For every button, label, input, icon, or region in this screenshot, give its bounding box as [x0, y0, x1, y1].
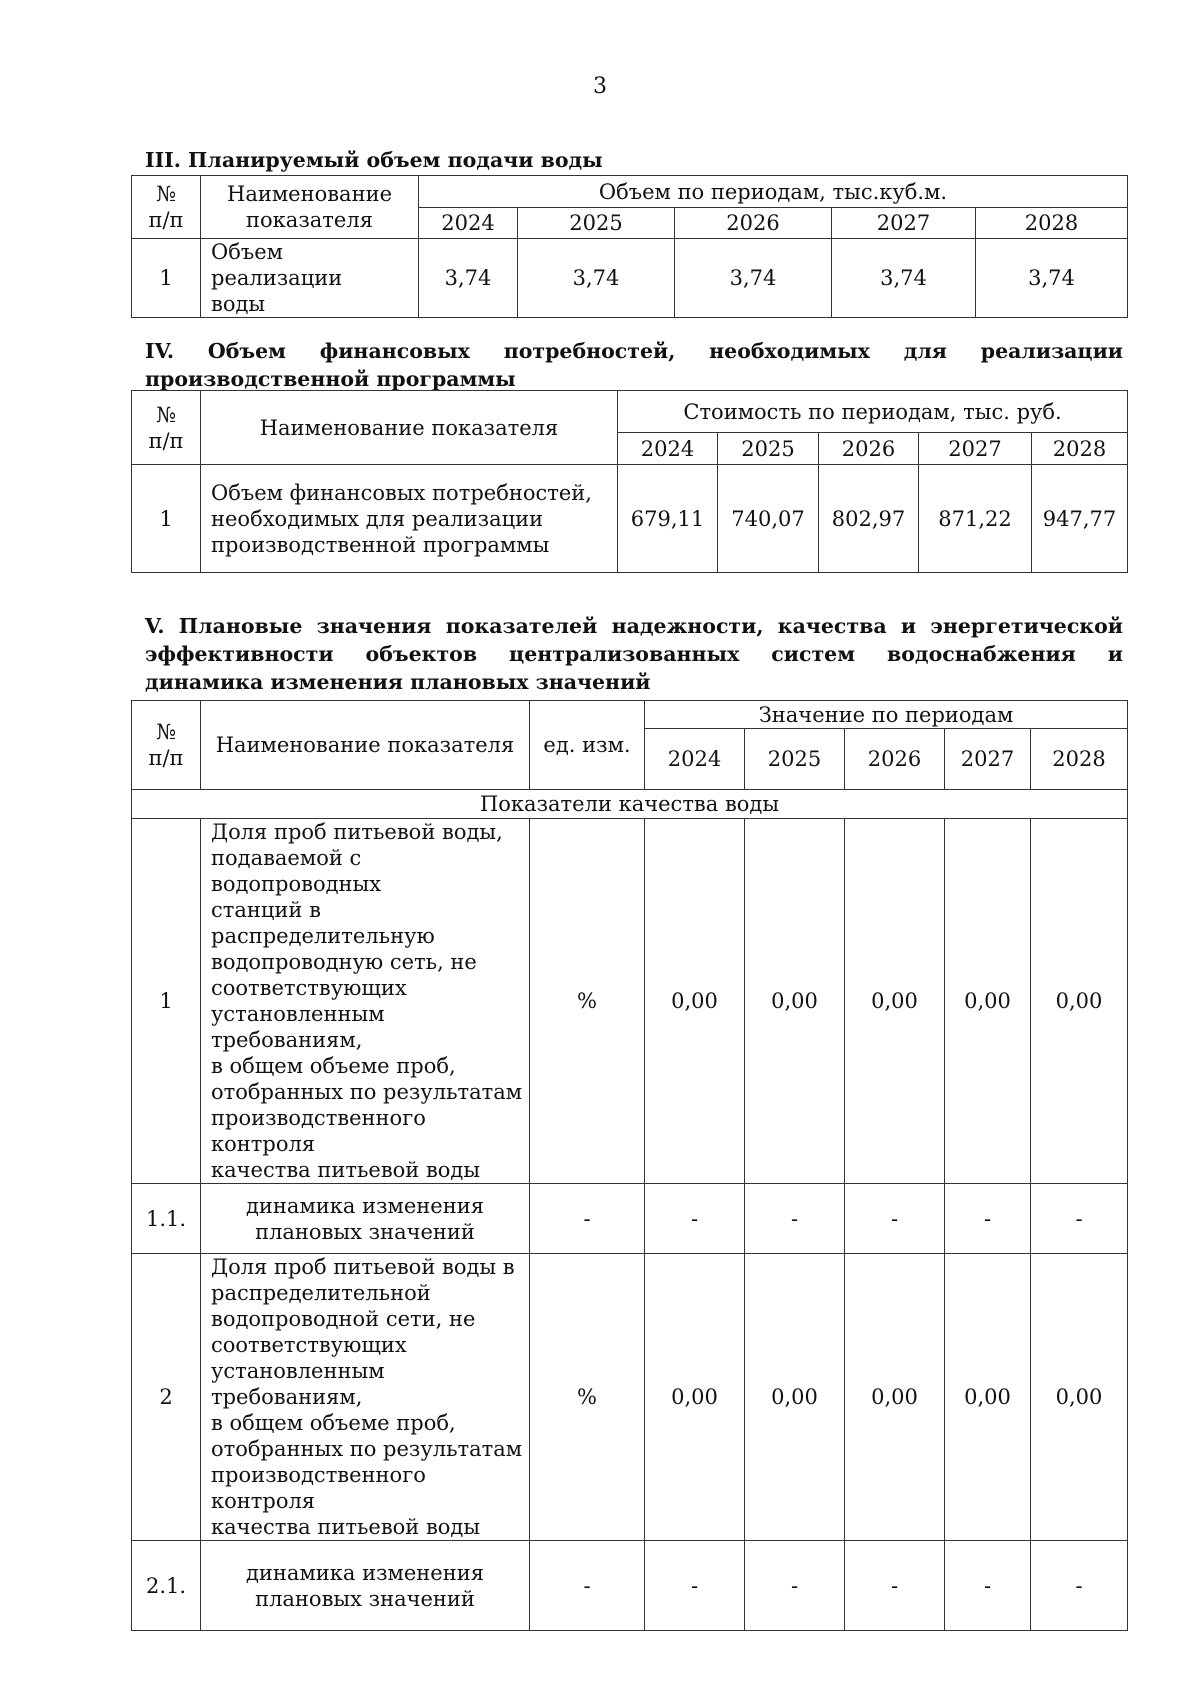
cell-value: -	[945, 1184, 1031, 1254]
row-number: 1	[132, 239, 201, 318]
cell-value: -	[745, 1184, 845, 1254]
row-number: 1	[132, 819, 201, 1184]
row-unit: %	[530, 1254, 645, 1541]
cell-value: 3,74	[976, 239, 1128, 318]
row-number: 2.1.	[132, 1541, 201, 1631]
row-indicator-name: динамика изменения плановых значений	[201, 1184, 530, 1254]
table-row	[132, 239, 1128, 318]
cell-value: -	[945, 1541, 1031, 1631]
column-header-number: № п/п	[132, 701, 201, 790]
year-header: 2027	[832, 208, 976, 239]
table-header-row	[132, 391, 1128, 433]
cell-value: 0,00	[845, 1254, 945, 1541]
row-unit: %	[530, 819, 645, 1184]
cell-value: -	[645, 1184, 745, 1254]
water-supply-table	[131, 175, 1128, 318]
cell-value: 3,74	[518, 239, 675, 318]
year-header: 2028	[1032, 433, 1128, 465]
table-row	[132, 1254, 1128, 1541]
cell-value: 3,74	[675, 239, 832, 318]
section-3-title: III. Планируемый объем подачи воды	[145, 148, 603, 172]
cell-value: 3,74	[832, 239, 976, 318]
table-row	[132, 465, 1128, 573]
row-number: 1	[132, 465, 201, 573]
subsection-title: Показатели качества воды	[132, 790, 1128, 819]
subsection-row	[132, 790, 1128, 819]
cell-value: 0,00	[645, 1254, 745, 1541]
year-header: 2025	[518, 208, 675, 239]
cell-value: -	[1031, 1541, 1128, 1631]
cell-value: 0,00	[945, 1254, 1031, 1541]
row-indicator-name: Объем реализации воды	[201, 239, 419, 318]
year-header: 2024	[645, 729, 745, 790]
cell-value: 679,11	[618, 465, 718, 573]
cell-value: 0,00	[845, 819, 945, 1184]
cell-value: 3,74	[419, 239, 518, 318]
financial-needs-table	[131, 390, 1128, 573]
year-header: 2025	[718, 433, 819, 465]
table-row	[132, 819, 1128, 1184]
row-indicator-name: динамика изменения плановых значений	[201, 1541, 530, 1631]
column-group-header: Объем по периодам, тыс.куб.м.	[419, 176, 1128, 208]
column-header-number: № п/п	[132, 176, 201, 239]
cell-value: -	[1031, 1184, 1128, 1254]
column-header-number: № п/п	[132, 391, 201, 465]
column-header-indicator: Наименование показателя	[201, 391, 618, 465]
cell-value: 802,97	[819, 465, 919, 573]
year-header: 2024	[618, 433, 718, 465]
year-header: 2028	[1031, 729, 1128, 790]
year-header: 2027	[919, 433, 1032, 465]
year-header: 2026	[675, 208, 832, 239]
row-number: 1.1.	[132, 1184, 201, 1254]
column-header-indicator: Наименование показателя	[201, 701, 530, 790]
cell-value: 0,00	[745, 1254, 845, 1541]
table-header-row	[132, 701, 1128, 729]
year-header: 2024	[419, 208, 518, 239]
cell-value: -	[745, 1541, 845, 1631]
row-indicator-name: Доля проб питьевой воды, подаваемой с водопроводных станций в распределительную водопроводную сеть, не соответствующих установленным требованиям, в общем объеме проб, отобранных по результатам производственного контроля качества питьевой воды	[201, 819, 530, 1184]
year-header: 2027	[945, 729, 1031, 790]
row-number: 2	[132, 1254, 201, 1541]
cell-value: 740,07	[718, 465, 819, 573]
cell-value: 0,00	[645, 819, 745, 1184]
reliability-indicators-table	[131, 700, 1128, 1631]
table-header-row	[132, 176, 1128, 208]
cell-value: -	[845, 1541, 945, 1631]
row-unit: -	[530, 1184, 645, 1254]
column-group-header: Значение по периодам	[645, 701, 1128, 729]
table-row	[132, 1184, 1128, 1254]
column-header-indicator: Наименование показателя	[201, 176, 419, 239]
year-header: 2026	[845, 729, 945, 790]
cell-value: 0,00	[1031, 819, 1128, 1184]
row-unit: -	[530, 1541, 645, 1631]
cell-value: -	[845, 1184, 945, 1254]
page-number: 3	[593, 74, 607, 99]
cell-value: 0,00	[745, 819, 845, 1184]
row-indicator-name: Объем финансовых потребностей, необходимых для реализации производственной программы	[201, 465, 618, 573]
cell-value: 0,00	[945, 819, 1031, 1184]
cell-value: 871,22	[919, 465, 1032, 573]
column-header-unit: ед. изм.	[530, 701, 645, 790]
table-row	[132, 1541, 1128, 1631]
column-group-header: Стоимость по периодам, тыс. руб.	[618, 391, 1128, 433]
row-indicator-name: Доля проб питьевой воды в распределительной водопроводной сети, не соответствующих установленным требованиям, в общем объеме проб, отобранных по результатам производственного контроля качества питьевой воды	[201, 1254, 530, 1541]
year-header: 2026	[819, 433, 919, 465]
cell-value: -	[645, 1541, 745, 1631]
section-5-title: V. Плановые значения показателей надежности, качества и энергетической эффективности объектов централизованных систем водоснабжения и динамика изменения плановых значений	[145, 614, 1123, 694]
year-header: 2028	[976, 208, 1128, 239]
year-header: 2025	[745, 729, 845, 790]
cell-value: 0,00	[1031, 1254, 1128, 1541]
section-4-title: IV. Объем финансовых потребностей, необходимых для реализации производственной программы	[145, 339, 1123, 391]
cell-value: 947,77	[1032, 465, 1128, 573]
